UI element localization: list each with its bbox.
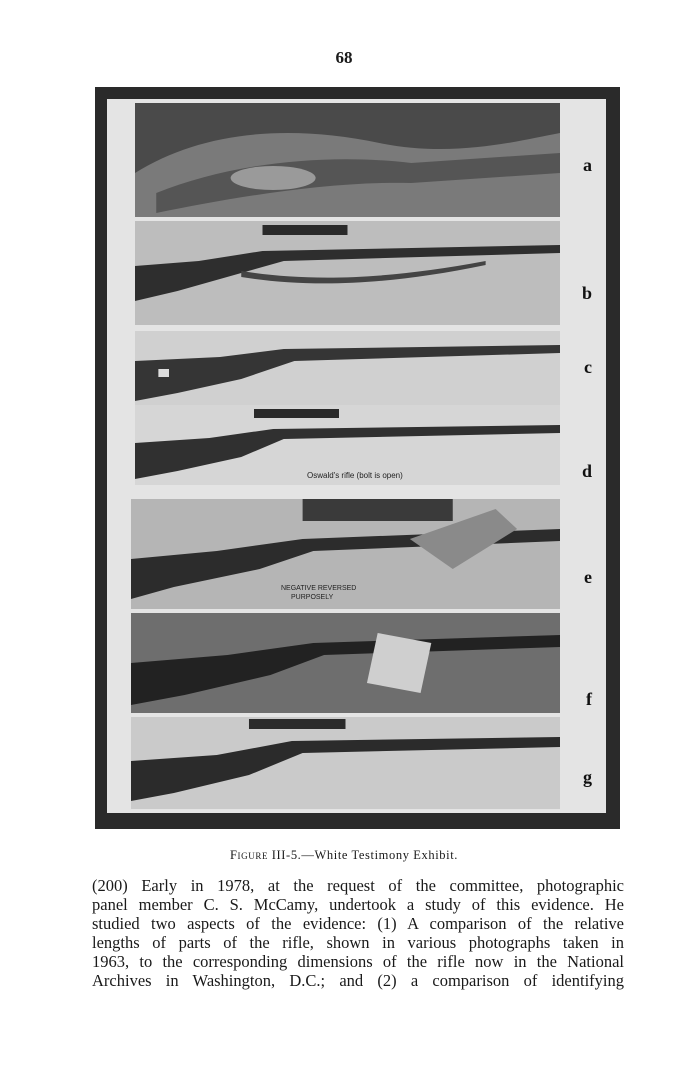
body-paragraph <box>92 876 624 990</box>
panel-a <box>135 103 560 217</box>
figure-caption-label: Figure III-5. <box>230 848 302 862</box>
panel-e <box>131 499 560 609</box>
rifle-photo-g <box>131 717 560 809</box>
panel-label-d: d <box>581 461 592 481</box>
figure-caption-text: —White Testimony Exhibit. <box>301 848 458 862</box>
panel-label-c: c <box>584 357 592 377</box>
body-line: 1963, to the corresponding dimensions of the rifle now in the National <box>92 952 624 971</box>
panel-label-b: b <box>581 283 592 303</box>
panel-g <box>131 717 560 809</box>
body-line: (200) Early in 1978, at the request of the committee, photographic <box>92 876 624 895</box>
body-line: studied two aspects of the evidence: (1) A comparison of the relative <box>92 914 624 933</box>
rifle-photo-b <box>135 221 560 325</box>
panel-label-e: e <box>584 567 592 587</box>
panel-label-a: a <box>583 155 592 175</box>
panel-c <box>135 331 560 411</box>
rifle-photo-e <box>131 499 560 609</box>
body-line: panel member C. S. McCamy, undertook a study of this evidence. He <box>92 895 624 914</box>
exhibit-photograph <box>95 87 620 829</box>
panel-b <box>135 221 560 325</box>
rifle-photo-f <box>131 613 560 713</box>
panel-label-f: f <box>586 689 592 709</box>
rifle-photo-a <box>135 103 560 217</box>
body-line: Archives in Washington, D.C.; and (2) a comparison of identifying <box>92 971 624 990</box>
panel-d-caption: Oswald's rifle (bolt is open) <box>307 471 403 480</box>
panel-f <box>131 613 560 713</box>
panel-e-caption-line2: PURPOSELY <box>291 594 334 601</box>
page-number: 68 <box>335 48 353 67</box>
panel-e-caption-line1: NEGATIVE REVERSED <box>281 585 357 592</box>
body-line: lengths of parts of the rifle, shown in various photographs taken in <box>92 933 624 952</box>
rifle-photo-c <box>135 331 560 411</box>
figure-caption <box>0 848 688 863</box>
photo-plate <box>107 99 606 813</box>
panel-label-g: g <box>583 767 592 787</box>
